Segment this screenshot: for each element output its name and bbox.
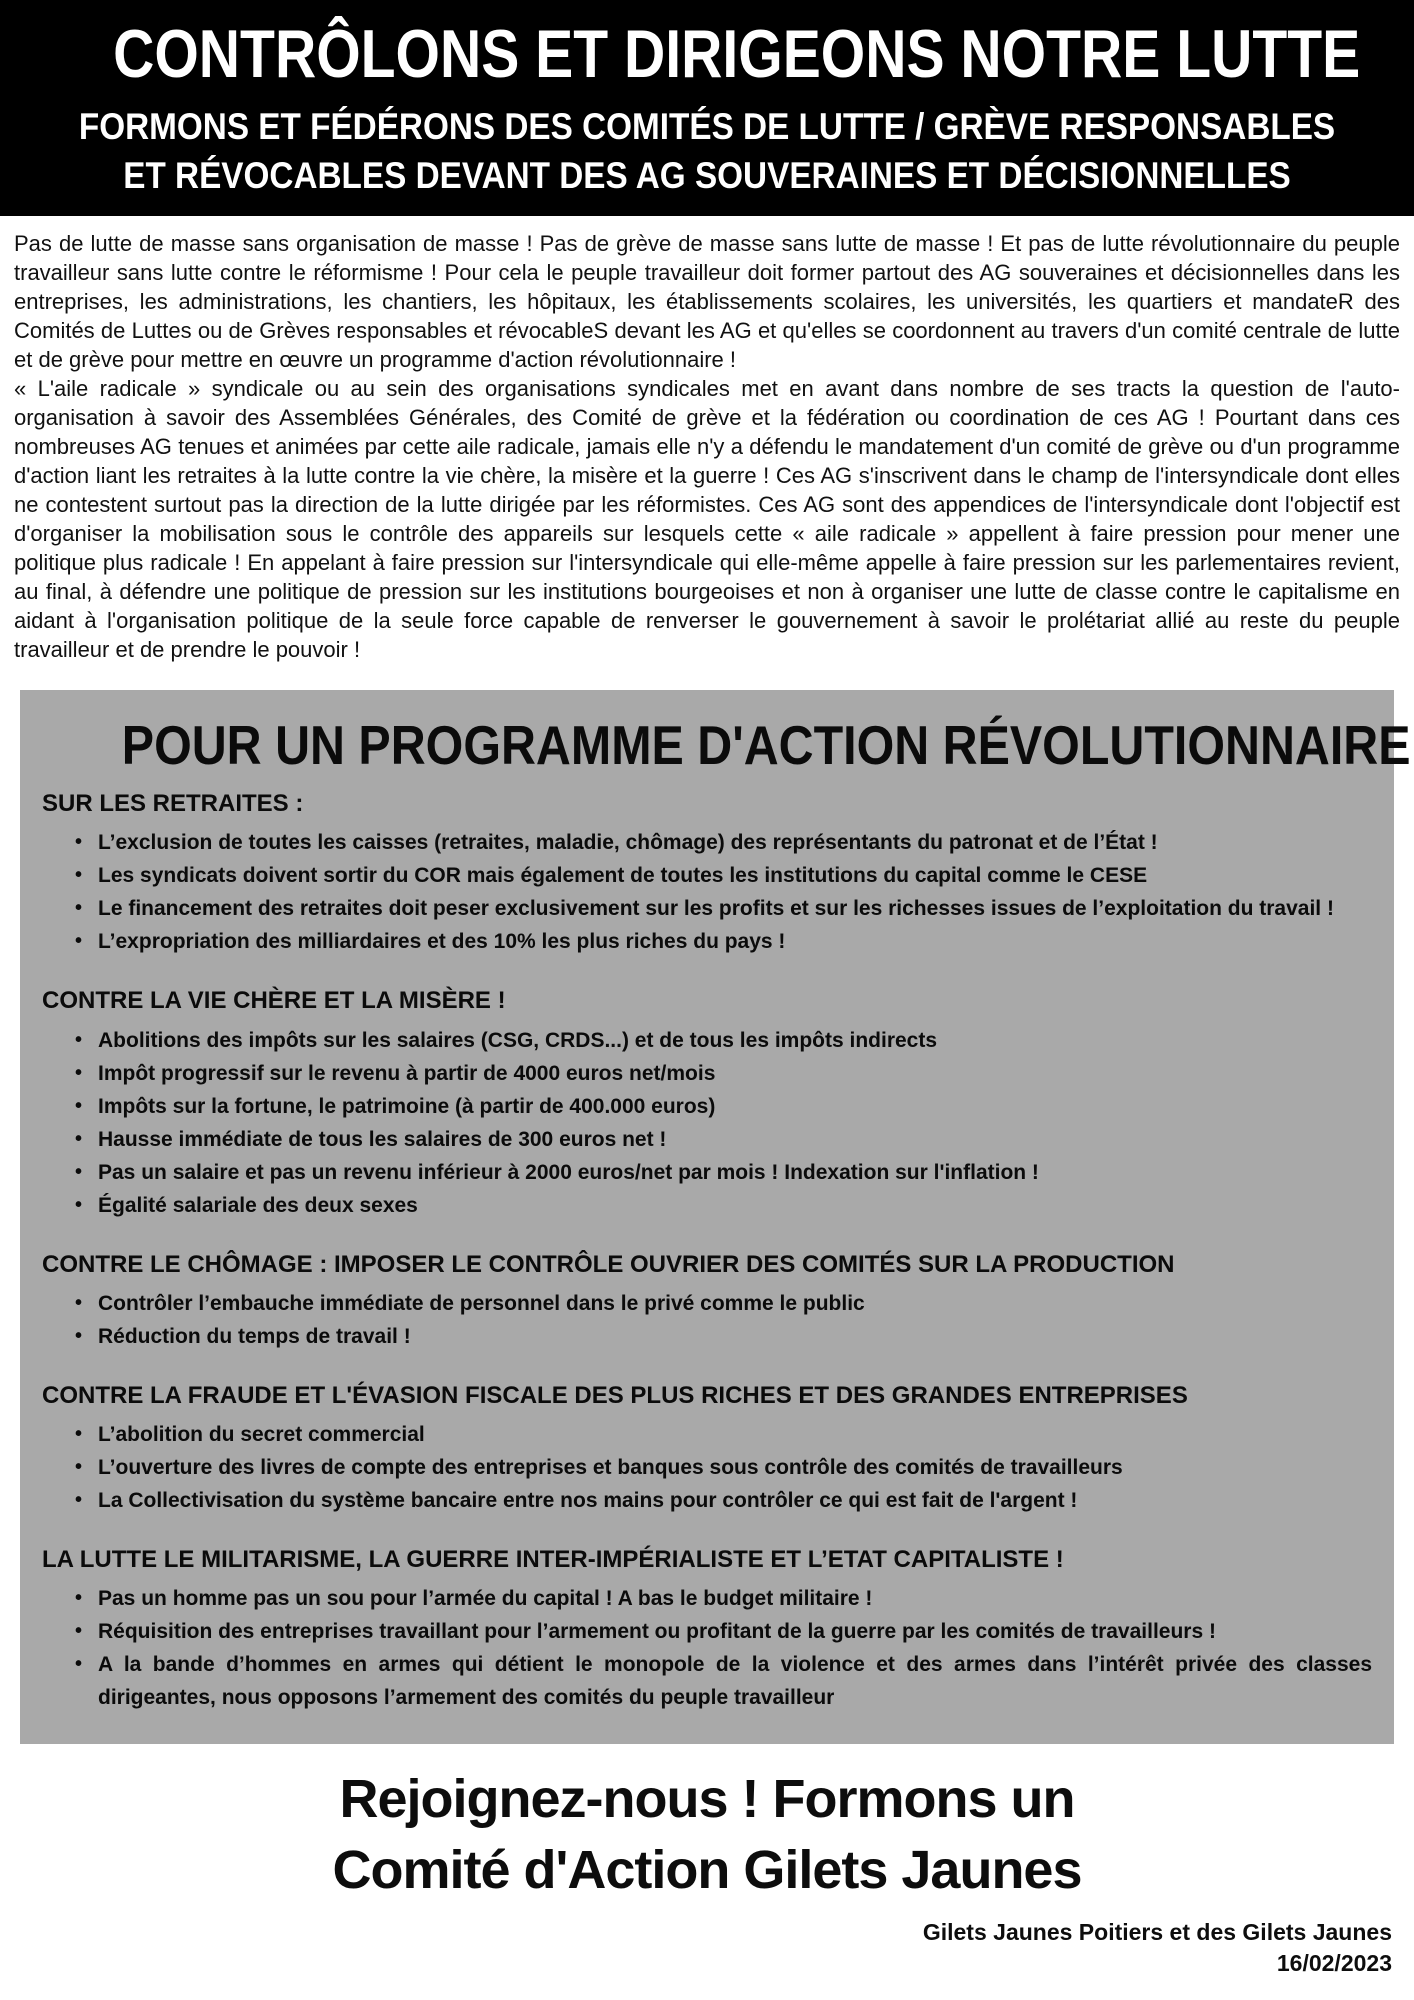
program-item: • Réquisition des entreprises travaillant pour l’armement ou profitant de la guerre par les comités de travailleurs ! — [72, 1615, 1372, 1648]
masthead-subtitle-line1: FORMONS ET FÉDÉRONS DES COMITÉS DE LUTTE / GRÈVE RESPONSABLES — [78, 106, 1336, 148]
section-list-chomage — [42, 1287, 1372, 1353]
signature-text: Gilets Jaunes Poitiers et des Gilets Jaunes — [922, 1918, 1392, 1945]
program-section-vie-chere — [42, 985, 1372, 1221]
call-line-2: Comité d'Action Gilets Jaunes — [332, 1840, 1082, 1901]
program-item: • Le financement des retraites doit peser exclusivement sur les profits et sur les richesses issues de l’exploitation du travail ! — [72, 892, 1372, 925]
program-item: • Égalité salariale des deux sexes — [72, 1189, 1372, 1222]
program-section-retraites — [42, 788, 1372, 958]
program-box — [20, 690, 1411, 1744]
section-heading-militarisme: LA LUTTE LE MILITARISME, LA GUERRE INTER-IMPÉRIALISTE ET L’ETAT CAPITALISTE ! — [42, 1545, 1064, 1573]
call-to-action — [0, 1764, 1414, 1907]
section-list-fraude — [42, 1418, 1372, 1517]
program-section-fraude — [42, 1380, 1372, 1517]
program-item: • L’abolition du secret commercial — [72, 1418, 1372, 1451]
intro-paragraph-1: Pas de lutte de masse sans organisation de masse ! Pas de grève de masse sans lutte de masse ! Et pas de lutte révolutionnaire du peuple travailleur sans lutte contre le réformisme ! Pour cela le peuple travailleur doit former partout des AG souveraines et décisionnelles dans les entreprises, les administrations, les chantiers, les hôpitaux, les établissements scolaires, les universités, les quartiers et mandateR des Comités de Luttes ou de Grèves responsables et révocableS devant les AG et qu'elles se coordonnent au travers d'un comité centrale de lutte et de grève pour mettre en œuvre un programme d'action révolutionnaire ! — [14, 231, 1400, 373]
program-item: • L’ouverture des livres de compte des entreprises et banques sous contrôle des comités de travailleurs — [72, 1451, 1372, 1484]
masthead — [0, 0, 1414, 216]
program-title: POUR UN PROGRAMME D'ACTION RÉVOLUTIONNAIRE — [121, 714, 1411, 777]
intro-paragraph-2: « L'aile radicale » syndicale ou au sein des organisations syndicales met en avant dans nombre de ses tracts la question de l'auto-organisation à savoir des Assemblées Générales, des Comité de grève et la fédération ou coordination de ces AG ! Pourtant dans ces nombreuses AG tenues et animées par cette aile radicale, jamais elle n'y a défendu le mandatement d'un comité de grève ou d'un programme d'action liant les retraites à la lutte contre la vie chère, la misère et la guerre ! Ces AG s'inscrivent dans le champ de l'intersyndicale dont elles ne contestent surtout pas la direction de la lutte dirigée par les réformistes. Ces AG sont des appendices de l'intersyndicale dont l'objectif est d'organiser la mobilisation sous le contrôle des appareils sur lesquels cette « aile radicale » appellent à faire pression pour mener une politique plus radicale ! En appelant à faire pression sur l'intersyndicale qui elle-même appelle à faire pression sur les parlementaires revient, au final, à défendre une politique de pression sur les institutions bourgeoises et non à organiser une lutte de classe contre le capitalisme en aidant à l'organisation politique de la seule force capable de renverser le gouvernement à savoir le prolétariat allié au reste du peuple travailleur et de prendre le pouvoir ! — [14, 376, 1400, 663]
program-item: • L’exclusion de toutes les caisses (retraites, maladie, chômage) des représentants du patronat et de l’État ! — [72, 826, 1372, 859]
program-item: • Hausse immédiate de tous les salaires de 300 euros net ! — [72, 1123, 1372, 1156]
program-item: • Réduction du temps de travail ! — [72, 1320, 1372, 1353]
program-item: • Les syndicats doivent sortir du COR mais également de toutes les institutions du capital comme le CESE — [72, 859, 1372, 892]
program-section-chomage — [42, 1249, 1372, 1353]
section-heading-vie-chere: CONTRE LA VIE CHÈRE ET LA MISÈRE ! — [42, 987, 506, 1015]
call-line-1: Rejoignez-nous ! Formons un — [339, 1769, 1075, 1830]
program-item: • Pas un salaire et pas un revenu inférieur à 2000 euros/net par mois ! Indexation sur l'inflation ! — [72, 1156, 1372, 1189]
masthead-subtitle-line2: ET RÉVOCABLES DEVANT DES AG SOUVERAINES ET DÉCISIONNELLES — [123, 155, 1291, 197]
program-section-militarisme — [42, 1544, 1372, 1714]
program-item: • Impôts sur la fortune, le patrimoine (à partir de 400.000 euros) — [72, 1090, 1372, 1123]
main-title: CONTRÔLONS ET DIRIGEONS NOTRE LUTTE — [113, 16, 1361, 92]
section-list-militarisme — [42, 1582, 1372, 1714]
program-item: • La Collectivisation du système bancaire entre nos mains pour contrôler ce qui est fait de l'argent ! — [72, 1484, 1372, 1517]
program-item: • Contrôler l’embauche immédiate de personnel dans le privé comme le public — [72, 1287, 1372, 1320]
section-heading-retraites: SUR LES RETRAITES : — [42, 790, 304, 818]
date-text: 16/02/2023 — [1276, 1949, 1392, 1976]
tract-footer — [0, 1764, 1414, 1989]
program-item: • Pas un homme pas un sou pour l’armée du capital ! A bas le budget militaire ! — [72, 1582, 1372, 1615]
signature-block — [0, 1907, 1414, 1989]
program-item: • Abolitions des impôts sur les salaires (CSG, CRDS...) et de tous les impôts indirects — [72, 1024, 1372, 1057]
section-heading-fraude: CONTRE LA FRAUDE ET L'ÉVASION FISCALE DES PLUS RICHES ET DES GRANDES ENTREPRISES — [42, 1381, 1188, 1409]
section-list-retraites — [42, 826, 1372, 958]
program-item: • L’expropriation des milliardaires et des 10% les plus riches du pays ! — [72, 925, 1372, 958]
intro-section — [0, 216, 1414, 664]
section-heading-chomage: CONTRE LE CHÔMAGE : IMPOSER LE CONTRÔLE OUVRIER DES COMITÉS SUR LA PRODUCTION — [42, 1250, 1175, 1278]
section-list-vie-chere — [42, 1024, 1372, 1222]
program-item: • A la bande d’hommes en armes qui détient le monopole de la violence et des armes dans l’intérêt privée des classes dirigeantes, nous opposons l’armement des comités du peuple travailleur — [72, 1648, 1372, 1714]
program-item: • Impôt progressif sur le revenu à partir de 4000 euros net/mois — [72, 1057, 1372, 1090]
